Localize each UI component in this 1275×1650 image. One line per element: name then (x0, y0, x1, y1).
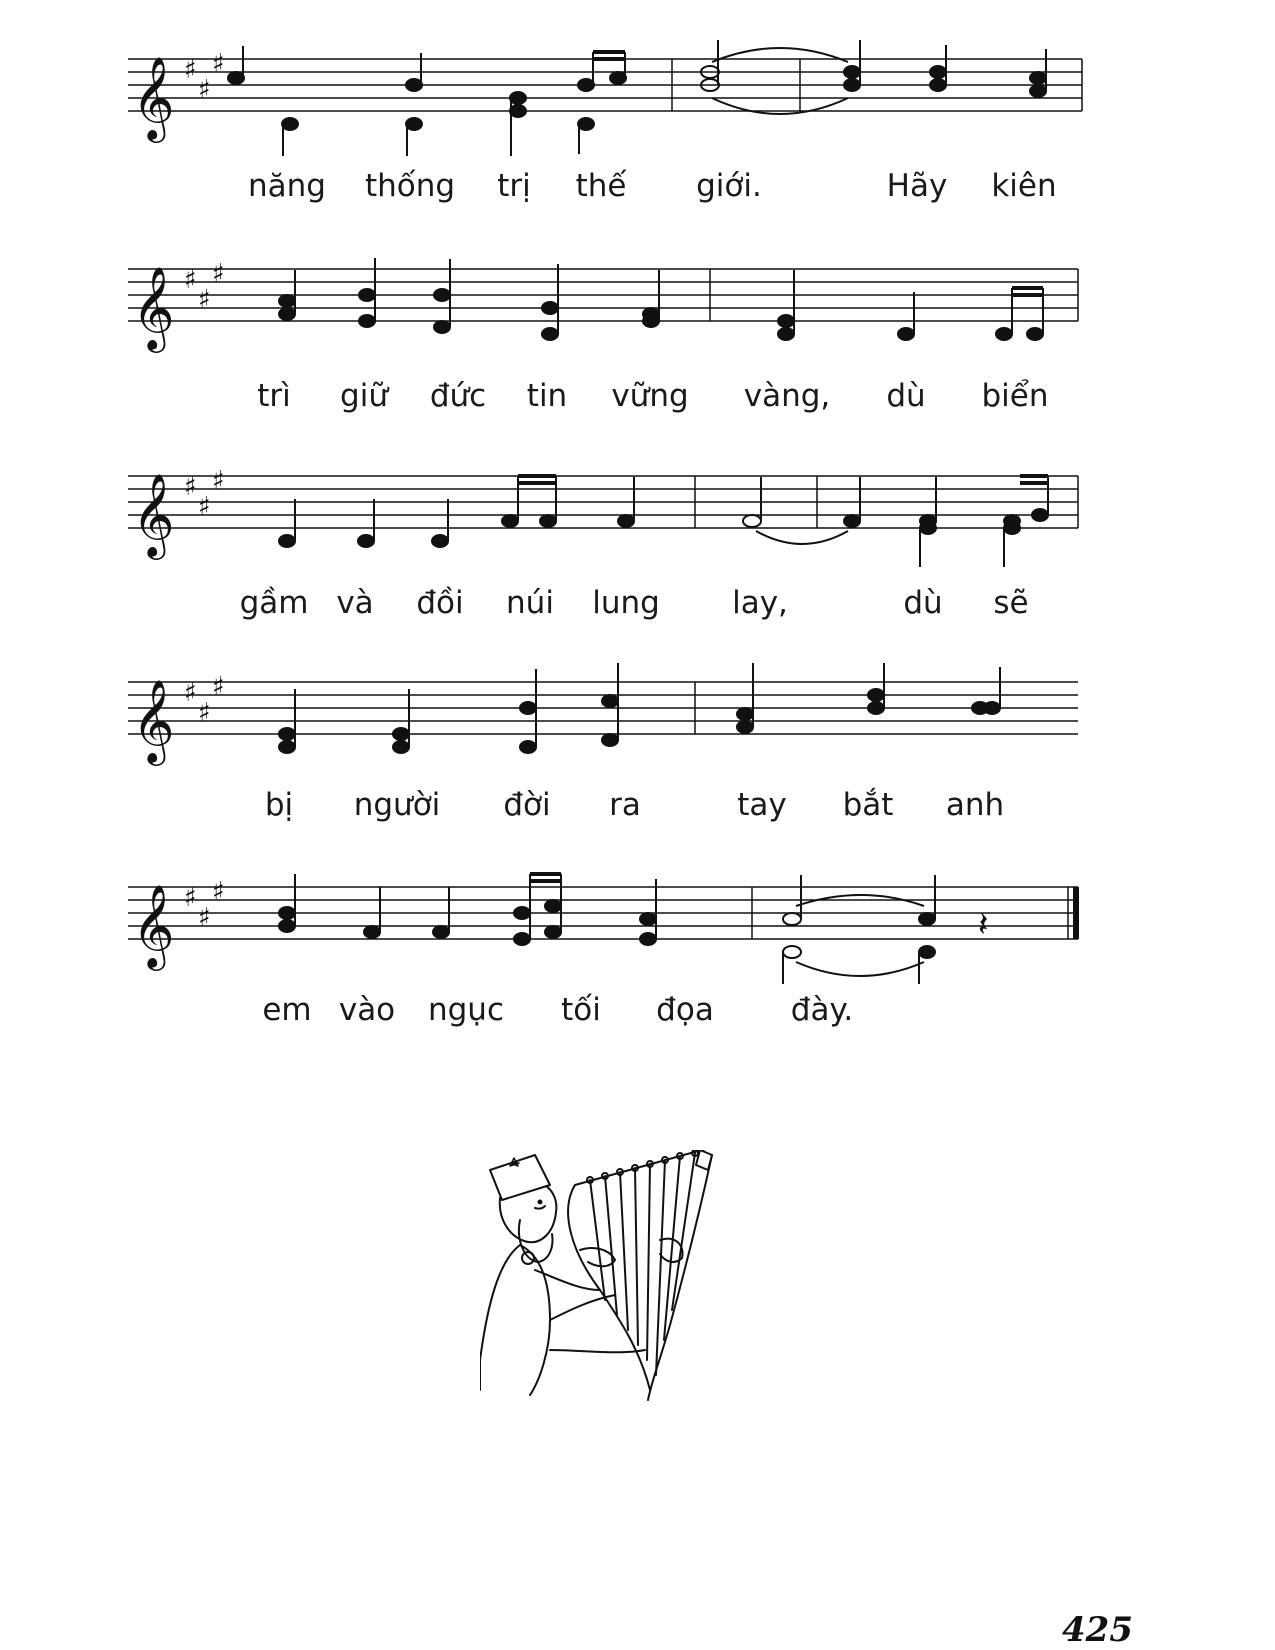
music-system-4 (0, 663, 1275, 863)
treble-clef: 𝄞 (132, 883, 175, 967)
lyric-syllable: tay (737, 787, 787, 823)
lyric-syllable: đọa (656, 992, 714, 1028)
lyric-syllable: trị (497, 168, 531, 204)
lyric-syllable: năng (248, 168, 326, 204)
lyrics-line-5 (0, 992, 1275, 1052)
svg-text:♯: ♯ (198, 903, 211, 933)
svg-text:♯: ♯ (184, 883, 197, 913)
lyric-syllable: giữ (340, 378, 388, 414)
lyric-syllable: ra (609, 787, 641, 823)
lyric-syllable: tối (561, 992, 601, 1028)
lyric-syllable: lay, (732, 585, 788, 621)
king-harp-illustration (480, 1150, 780, 1440)
svg-text:♯: ♯ (184, 678, 197, 708)
svg-text:♯: ♯ (184, 472, 197, 502)
svg-text:♯: ♯ (212, 259, 225, 289)
music-system-1 (0, 40, 1275, 240)
lyric-syllable: đồi (416, 585, 464, 621)
staff-4 (0, 663, 1275, 783)
staff-1 (0, 40, 1275, 160)
lyric-syllable: núi (506, 585, 554, 621)
lyric-syllable: Hãy (886, 168, 948, 204)
lyric-syllable: sẽ (993, 585, 1029, 621)
svg-text:♯: ♯ (198, 285, 211, 315)
lyric-syllable: vàng, (743, 378, 831, 414)
lyric-syllable: lung (592, 585, 660, 621)
lyric-syllable: giới. (696, 168, 762, 204)
final-barline (1073, 887, 1079, 939)
lyrics-line-1 (0, 168, 1275, 228)
page-number: 425 (1062, 1610, 1133, 1650)
lyrics-line-4 (0, 787, 1275, 847)
lyric-syllable: đức (429, 378, 487, 414)
treble-clef: 𝄞 (132, 678, 175, 762)
treble-clef: 𝄞 (132, 55, 175, 139)
svg-text:♯: ♯ (212, 672, 225, 702)
lyric-syllable: và (336, 585, 374, 621)
lyric-syllable: người (353, 787, 441, 823)
lyrics-line-3 (0, 585, 1275, 645)
svg-text:♯: ♯ (198, 698, 211, 728)
lyric-syllable: thế (575, 168, 627, 204)
lyric-syllable: thống (364, 168, 456, 204)
music-system-3 (0, 457, 1275, 657)
lyric-syllable: tin (526, 378, 568, 414)
svg-text:♯: ♯ (198, 492, 211, 522)
staff-3 (0, 457, 1275, 577)
lyric-syllable: ngục (427, 992, 505, 1028)
treble-clef: 𝄞 (132, 265, 175, 349)
lyric-syllable: biển (981, 378, 1049, 414)
music-system-2 (0, 250, 1275, 450)
lyric-syllable: gầm (239, 585, 309, 621)
lyric-syllable: trì (257, 378, 291, 414)
lyric-syllable: vững (611, 378, 689, 414)
svg-text:♯: ♯ (198, 75, 211, 105)
lyric-syllable: bắt (842, 787, 894, 823)
quarter-rest: 𝄽 (978, 905, 989, 945)
lyric-syllable: vào (338, 992, 396, 1028)
svg-text:♯: ♯ (212, 466, 225, 496)
key-sharps: ♯ (184, 55, 197, 85)
svg-text:♯: ♯ (184, 265, 197, 295)
lyrics-line-2 (0, 378, 1275, 438)
lyric-syllable: bị (264, 787, 294, 823)
lyric-syllable: anh (945, 787, 1005, 823)
treble-clef: 𝄞 (132, 472, 175, 556)
lyric-syllable: đày. (790, 992, 854, 1028)
lyric-syllable: đời (503, 787, 551, 823)
lyric-syllable: kiên (991, 168, 1057, 204)
staff-2 (0, 250, 1275, 370)
svg-text:♯: ♯ (212, 877, 225, 907)
lyric-syllable: dù (903, 585, 943, 621)
lyric-syllable: dù (886, 378, 926, 414)
staff-5 (0, 868, 1275, 988)
music-system-5 (0, 868, 1275, 1068)
svg-text:♯: ♯ (212, 49, 225, 79)
lyric-syllable: em (262, 992, 312, 1028)
